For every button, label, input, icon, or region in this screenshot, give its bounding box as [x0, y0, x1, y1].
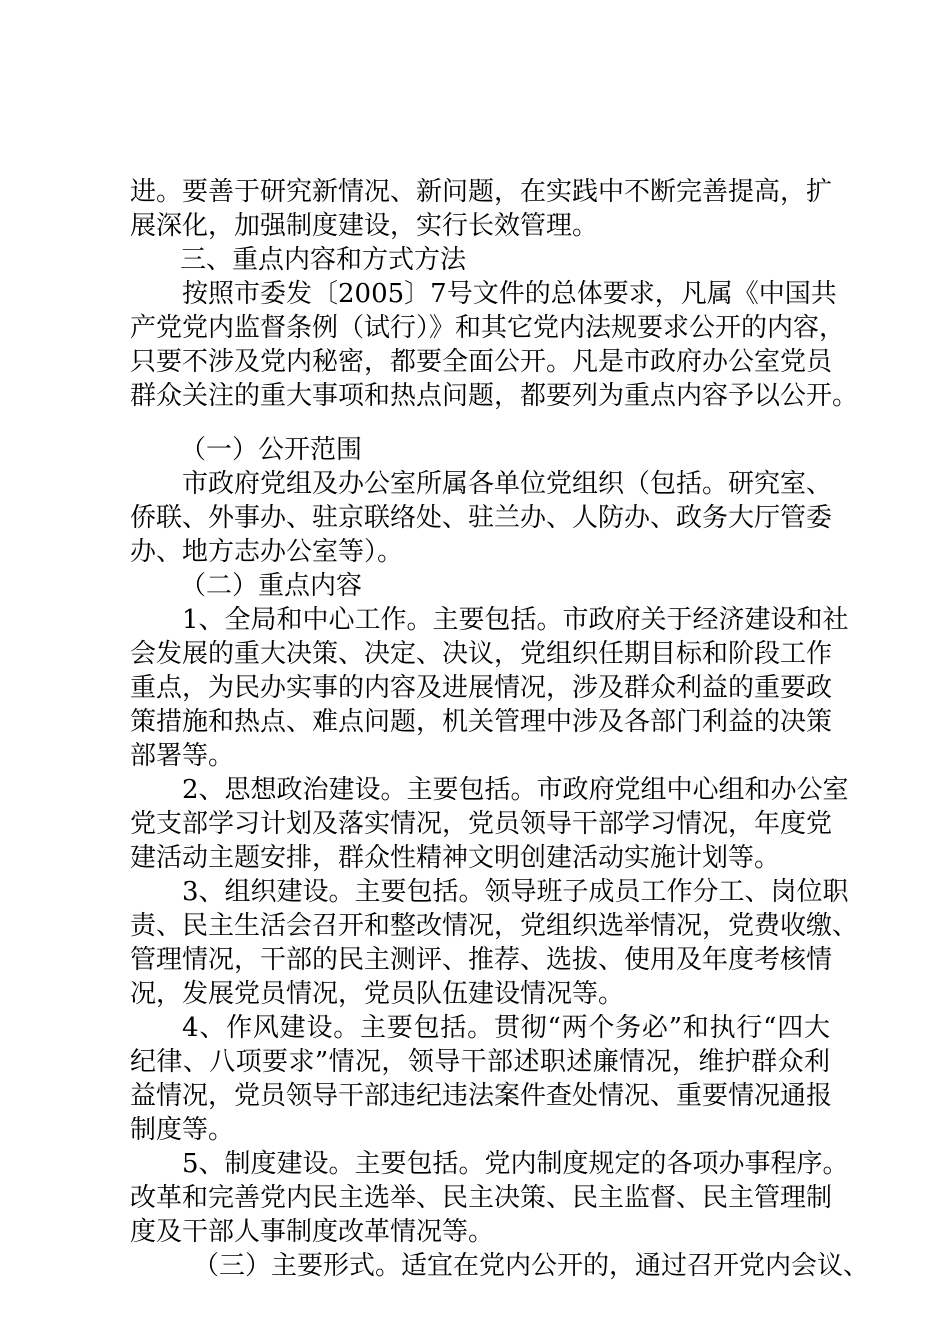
subsection-heading: （二）重点内容 [180, 571, 363, 601]
text-line: 2、思想政治建设。主要包括。市政府党组中心组和办公室 [182, 775, 849, 805]
text-line: 侨联、外事办、驻京联络处、驻兰办、人防办、政务大厅管委 [130, 503, 833, 533]
text-line: 5、制度建设。主要包括。党内制度规定的各项办事程序。 [182, 1149, 849, 1179]
text-line: 建活动主题安排，群众性精神文明创建活动实施计划等。 [130, 843, 781, 873]
text-line: 会发展的重大决策、决定、决议，党组织任期目标和阶段工作 [130, 639, 833, 669]
text-line: 党支部学习计划及落实情况，党员领导干部学习情况，年度党 [130, 809, 833, 839]
text-line: 制度等。 [130, 1115, 235, 1145]
text-line: 益情况，党员领导干部违纪违法案件查处情况、重要情况通报 [130, 1081, 833, 1111]
text-line: 办、地方志办公室等）。 [130, 537, 404, 567]
text-line: 度及干部人事制度改革情况等。 [130, 1217, 495, 1247]
text-line: 况，发展党员情况，党员队伍建设情况等。 [130, 979, 625, 1009]
text-line: （三）主要形式。适宜在党内公开的，通过召开党内会议、 [193, 1251, 870, 1281]
text-line: 重点，为民办实事的内容及进展情况，涉及群众利益的重要政 [130, 673, 833, 703]
text-line: 产党党内监督条例（试行）》和其它党内法规要求公开的内容， [130, 313, 846, 343]
text-line: 改革和完善党内民主选举、民主决策、民主监督、民主管理制 [130, 1183, 833, 1213]
text-line: 责、民主生活会召开和整改情况，党组织选举情况，党费收缴、 [130, 911, 859, 941]
text-line: 纪律、八项要求”情况，领导干部述职述廉情况，维护群众利 [130, 1047, 830, 1077]
text-line: 3、组织建设。主要包括。领导班子成员工作分工、岗位职 [182, 877, 849, 907]
text-line: 群众关注的重大事项和热点问题，都要列为重点内容予以公开。 [130, 381, 859, 411]
text-line: 市政府党组及办公室所属各单位党组织（包括。研究室、 [182, 469, 833, 499]
text-line: 部署等。 [130, 741, 235, 771]
text-line: 进。要善于研究新情况、新问题，在实践中不断完善提高，扩 [130, 177, 833, 207]
subsection-heading: （一）公开范围 [180, 435, 363, 465]
section-heading: 三、重点内容和方式方法 [180, 245, 467, 275]
text-line: 按照市委发〔2005〕7号文件的总体要求，凡属《中国共 [182, 279, 837, 309]
text-line: 展深化，加强制度建设，实行长效管理。 [130, 211, 599, 241]
text-line: 1、全局和中心工作。主要包括。市政府关于经济建设和社 [182, 605, 849, 635]
text-line: 管理情况，干部的民主测评、推荐、选拔、使用及年度考核情 [130, 945, 833, 975]
text-line: 策措施和热点、难点问题，机关管理中涉及各部门利益的决策 [130, 707, 833, 737]
text-line: 只要不涉及党内秘密，都要全面公开。凡是市政府办公室党员 [130, 347, 833, 377]
text-line: 4、作风建设。主要包括。贯彻“两个务必”和执行“四大 [182, 1013, 830, 1043]
